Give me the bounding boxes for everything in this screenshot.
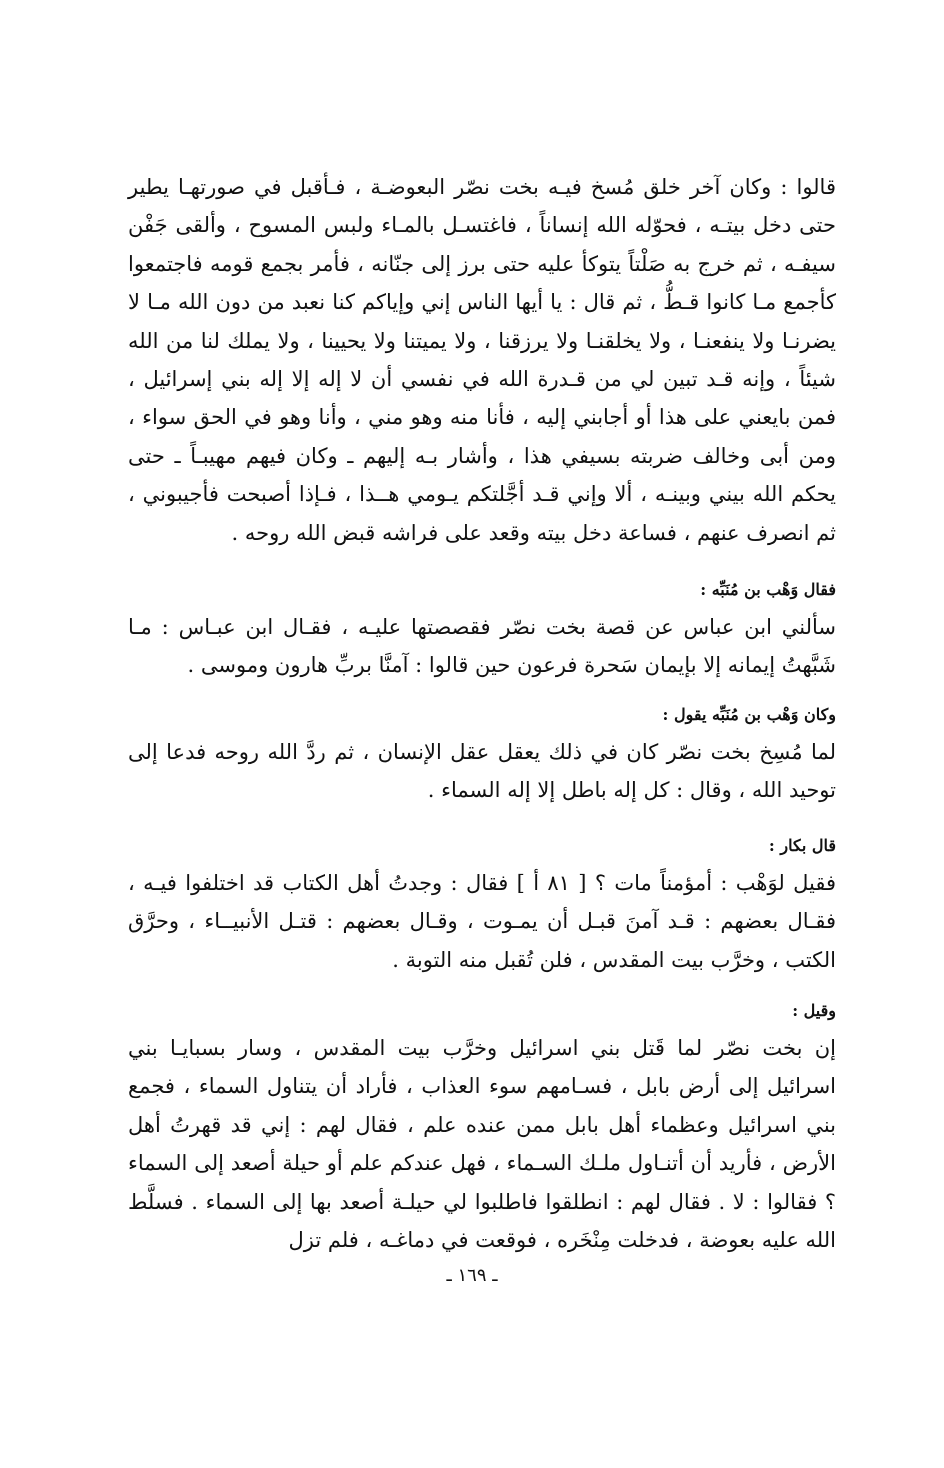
paragraph-3: لما مُسِخ بخت نصّر كان في ذلك يعقل عقل الإنسان ، ثم ردَّ الله روحه فدعا إلى توحيد الله ، وقال : كل إله باطل إلا إله السماء . <box>128 739 836 803</box>
paragraph-2: سألني ابن عباس عن قصة بخت نصّر فقصصتها عليـه ، فقـال ابن عبـاس : مـا شَبَّهتُ إيمانه إلا بإيمان سَحرة فرعون حين قالوا : آمنَّا بربِّ هارون وموسى . <box>128 615 836 678</box>
main-text <box>128 168 836 1259</box>
section-heading-qil: وقيل : <box>792 1000 836 1020</box>
paragraph-4: فقيل لوَهْب : أمؤمناً مات ؟ [ ٨١ أ ] فقال : وجدتُ أهل الكتاب قد اختلفوا فيـه ، فقـال بعضهم : قـد آمنَ قبـل أن يمـوت ، وقـال بعضهم : قتـل الأنبيــاء ، وحرَّق الكتب ، وخرَّب بيت المقدس ، فلن تُقبل منه التوبة . <box>128 870 836 972</box>
paragraph-1: قالوا : وكان آخر خلق مُسخ فيـه بخت نصّر البعوضـة ، فـأقبل في صورتهـا يطير حتى دخل بيتـه ، فحوّله الله إنساناً ، فاغتسـل بالمـاء ولبس المسوح ، وألقى جَفْن سيفـه ، ثم خرج به صَلْتاً يتوكأ عليه حتى برز إلى جنّانه ، فأمر بجمع قومه فاجتمعوا كأجمع مـا كانوا قـطُّ ، ثم قال : يا أيها الناس إني وإياكم كنا نعبد من دون الله مـا لا يضرنـا ولا ينفعنـا ، ولا يخلقنـا ولا يرزقنا ، ولا يميتنا ولا يحيينا ، ولا يملك لنا من الله شيئاً ، وإنه قـد تبين لي من قـدرة الله في نفسي أن لا إله إلا إله بني إسرائيل ، فمن بايعني على هذا أو أجابني إليه ، فأنا منه وهو مني ، وأنا وهو في الحق سواء ، ومن أبى وخالف ضربته بسيفي هذا ، وأشار بـه إليهم ـ وكان فيهم مهيبـاً ـ حتى يحكم الله بيني وبينـه ، ألا وإني قـد أجَّلتكم يـومي هــذا ، فـإذا أصبحت فأجيبوني ، ثم انصرف عنهم ، فساعة دخل بيته وقعد على فراشه قبض الله روحه . <box>128 175 836 545</box>
page-number: ـ ١٦٩ ـ <box>446 1265 498 1286</box>
section-heading-bakkar: قال بكار : <box>768 835 836 855</box>
section-heading-wahb-says: وكان وَهْب بن مُنَبِّه يقول : <box>662 704 836 724</box>
paragraph-5: إن بخت نصّر لما قَتل بني اسرائيل وخرَّب بيت المقدس ، وسار بسبايـا بني اسرائيل إلى أرض بابل ، فسـامهم سوء العذاب ، فأراد أن يتناول السماء ، فجمع بني اسرائيل وعظماء أهل بابل ممن عنده علم ، فقال لهم : إني قد قهرتُ أهل الأرض ، فأريد أن أتنـاول ملـك السـماء ، فهل عندكم علم أو حيلة أصعد إلى السماء ؟ فقالوا : لا . فقال لهم : انطلقوا فاطلبوا لي حيلـة أصعد بها إلى السماء . فسلَّط الله عليه بعوضة ، فدخلت مِنْخَره ، فوقعت في دماغـه ، فلم تزل <box>128 1035 837 1252</box>
section-heading-wahb: فقال وَهْب بن مُنَبِّه : <box>700 580 836 600</box>
